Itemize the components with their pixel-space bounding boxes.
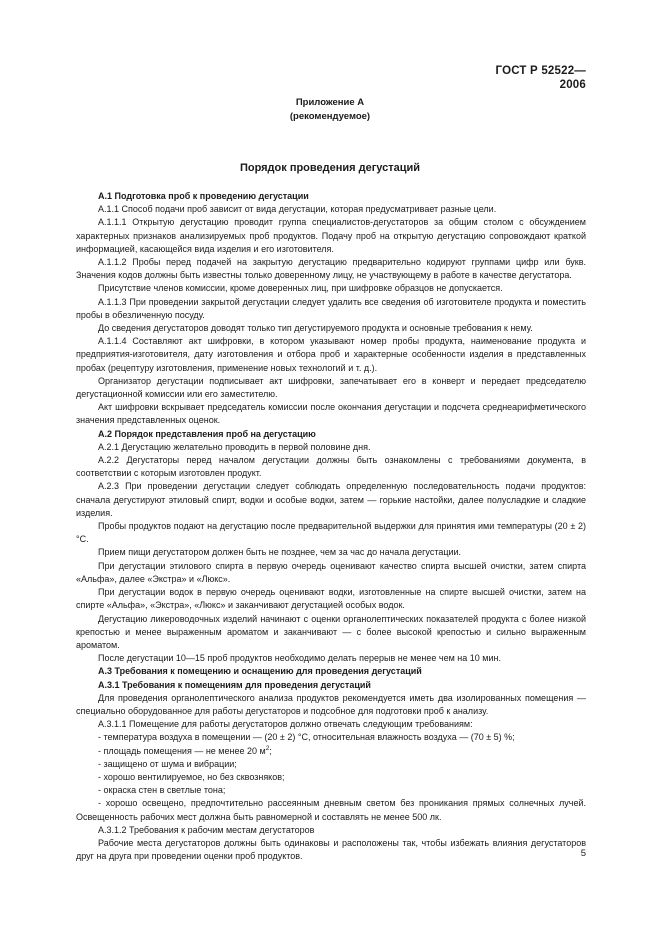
paragraph [76, 375, 586, 401]
paragraph [76, 480, 586, 520]
paragraph-text: А.1.1.3 При проведении закрытой дегустации следует удалить все сведения об изготовителе продукта и поместить пробы в обезличенную посуду. [76, 296, 586, 320]
annex-status: (рекомендуемое) [289, 111, 371, 122]
paragraph-text: Для проведения органолептического анализа продуктов рекомендуется иметь два изолированных помещения — специально оборудованное для работы дегустаторов и подсобное для подготовки проб к анализу. [76, 692, 586, 716]
document-body [76, 190, 586, 863]
paragraph [76, 560, 586, 586]
paragraph-text: А.1 Подготовка проб к проведению дегустации [98, 191, 309, 201]
paragraph-text: А.2.2 Дегустаторы перед началом дегустации должны быть ознакомлены с требованиями документа, в соответствии с которым изготовлен продукт. [76, 455, 586, 479]
section-heading [76, 428, 586, 441]
list-item [76, 784, 586, 797]
paragraph [76, 613, 586, 653]
paragraph-text: А.1.1.2 Пробы перед подачей на закрытую дегустацию предварительно кодируют группами цифр или букв. Значения кодов должны быть известны только доверенному лицу, не участвующему в работе в качестве дегустатора. [76, 257, 586, 281]
section-heading [76, 679, 586, 692]
paragraph-text: А.1.1.1 Открытую дегустацию проводит группа специалистов-дегустаторов за общим столом с обсуждением характерных признаков анализируемых проб продуктов. Подачу проб на открытую дегустацию сопровождают краткой информацией, касающейся вида изделия и его изготовителя. [76, 217, 586, 254]
paragraph [76, 203, 586, 216]
paragraph-tail: ; [269, 745, 272, 756]
paragraph-text: - хорошо вентилируемое, но без сквозняков; [98, 771, 285, 782]
paragraph-text: Пробы продуктов подают на дегустацию после предварительной выдержки для принятия ими температуры (20 ± 2) °С. [76, 521, 586, 545]
paragraph-text: - площадь помещения — не менее 20 м [98, 745, 266, 756]
annex-heading [120, 96, 540, 124]
paragraph-text: А.3 Требования к помещению и оснащению для проведения дегустаций [98, 666, 422, 677]
paragraph-text: Рабочие места дегустаторов должны быть одинаковы и расположены так, чтобы избежать влияния дегустаторов друг на друга при проведении оценки проб продуктов. [76, 837, 586, 862]
section-heading [76, 665, 586, 678]
superscript: 2 [265, 744, 270, 752]
paragraph [76, 837, 586, 863]
paragraph [76, 441, 586, 454]
paragraph [76, 454, 586, 480]
list-item [76, 771, 586, 784]
paragraph-text: А.1.1 Способ подачи проб зависит от вида дегустации, которая предусматривает разные цели. [98, 204, 497, 215]
page-title: Порядок проведения дегустаций [239, 162, 421, 174]
paragraph [76, 401, 586, 427]
paragraph-text: А.2 Порядок представления проб на дегустацию [98, 428, 316, 439]
paragraph-text: А.3.1.1 Помещение для работы дегустаторов должно отвечать следующим требованиям: [98, 719, 473, 730]
paragraph-text: А.2.3 При проведении дегустации следует соблюдать определенную последовательность подачи продуктов: сначала дегустируют этиловый спирт, водки и особые водки, затем — горькие настойки, далее полусладкие и сладкие изделия. [76, 481, 586, 518]
page-number: 5 [580, 848, 586, 859]
paragraph-text: А.1.1.4 Составляют акт шифровки, в котором указывают номер пробы продукта, наименование продукта и предприятия-изготовителя, дату изготовления и отбора проб и характерные особенности изделия в представленных пробах (рецептуру изготовления, применение новых технологий и т. д.). [76, 336, 586, 373]
annex-label: Приложение А [295, 97, 365, 108]
paragraph [76, 586, 586, 612]
paragraph [76, 322, 586, 335]
paragraph [76, 824, 586, 837]
section-heading [76, 190, 586, 203]
paragraph [76, 256, 586, 282]
paragraph-text: А.3.1 Требования к помещениям для проведения дегустаций [98, 679, 371, 690]
paragraph-text: При дегустации этилового спирта в первую очередь оценивают качество спирта высшей очистки, затем спирта «Альфа», далее «Экстра» и «Люкс». [76, 560, 586, 584]
list-item [76, 745, 586, 758]
paragraph-text: - защищено от шума и вибрации; [98, 758, 237, 769]
paragraph-text: - хорошо освещено, предпочтительно рассеянным дневным светом без проникания прямых солнечных лучей. Освещенность рабочих мест должна быть равномерной и составлять не менее 500 лк. [76, 798, 586, 822]
list-item [76, 731, 586, 744]
paragraph [76, 520, 586, 546]
paragraph [76, 718, 586, 731]
paragraph-text: Присутствие членов комиссии, кроме доверенных лиц, при шифровке образцов не допускается. [98, 283, 503, 294]
paragraph [76, 546, 586, 559]
paragraph-text: После дегустации 10—15 проб продуктов необходимо делать перерыв не менее чем на 10 мин. [98, 653, 501, 664]
paragraph [76, 652, 586, 665]
paragraph-text: Дегустацию ликероводочных изделий начинают с оценки органолептических показателей продукта с более низкой крепостью и менее выраженным ароматом и заканчивают — с более высокой крепостью и сильно выраженным ароматом. [76, 613, 586, 650]
paragraph-text: До сведения дегустаторов доводят только тип дегустируемого продукта и основные требования к нему. [98, 323, 533, 334]
paragraph [76, 296, 586, 322]
paragraph-text: Акт шифровки вскрывает председатель комиссии после окончания дегустации и подсчета среднеарифметического значения представленных оценок. [76, 402, 586, 426]
paragraph [76, 216, 586, 256]
paragraph [76, 335, 586, 375]
paragraph-text: Прием пищи дегустатором должен быть не позднее, чем за час до начала дегустации. [98, 547, 462, 558]
paragraph [76, 282, 586, 295]
paragraph-text: А.2.1 Дегустацию желательно проводить в первой половине дня. [98, 441, 371, 452]
document-code: ГОСТ Р 52522—2006 [495, 65, 586, 91]
list-item [76, 797, 586, 823]
paragraph-text: А.3.1.2 Требования к рабочим местам дегустаторов [98, 824, 315, 835]
paragraph-text: - температура воздуха в помещении — (20 ± 2) °С, относительная влажность воздуха — (70 ± 5) %; [98, 732, 515, 743]
paragraph [76, 692, 586, 718]
list-item [76, 758, 586, 771]
paragraph-text: При дегустации водок в первую очередь оценивают водки, изготовленные на спирте высшей очистки, затем на спирте «Альфа», «Экстра», «Люкс» и заканчивают дегустацией особых водок. [76, 587, 586, 611]
paragraph-text: - окраска стен в светлые тона; [98, 785, 226, 796]
paragraph-text: Организатор дегустации подписывает акт шифровки, запечатывает его в конверт и передает председателю дегустационной комиссии или его заместителю. [76, 375, 586, 400]
